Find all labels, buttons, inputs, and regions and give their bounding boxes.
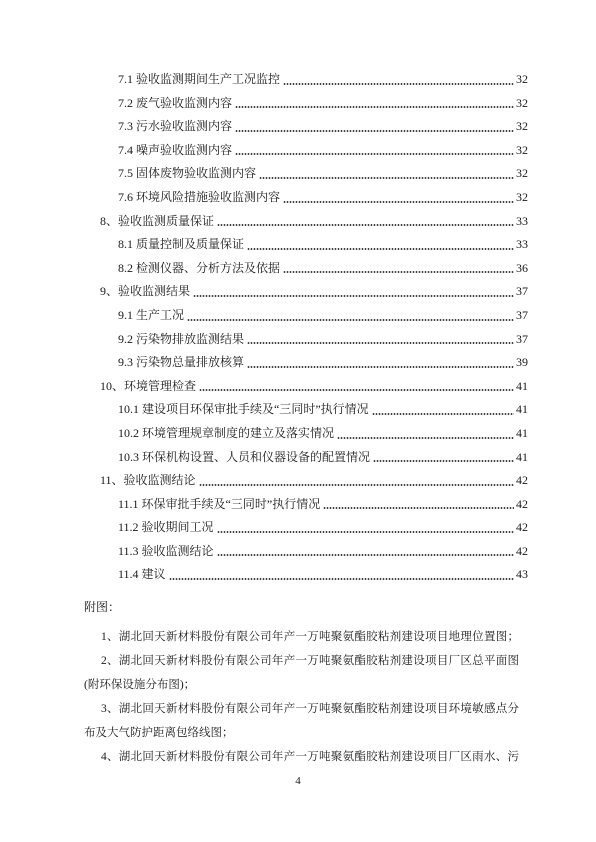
dot-leader <box>199 484 514 486</box>
toc-entry-title: 11.3 验收监测结论 <box>118 543 214 558</box>
toc-entry-title: 10、环境管理检查 <box>100 378 197 393</box>
figure-item-line: 布及大气防护距离包络线图； <box>84 727 234 739</box>
toc-entry-title: 10.1 建设项目环保审批手续及“三同时”执行情况 <box>118 402 369 417</box>
toc-page-number: 37 <box>516 331 528 346</box>
toc-page-number: 32 <box>516 119 528 134</box>
toc-subsection-entry <box>100 516 528 540</box>
toc-page-number: 43 <box>516 567 528 582</box>
dot-leader <box>193 295 514 297</box>
toc-subsection-entry <box>100 115 528 139</box>
toc-page-number: 33 <box>516 237 528 252</box>
toc-entry-title: 10.3 环保机构设置、人员和仪器设备的配置情况 <box>118 449 371 464</box>
figure-item <box>84 745 519 769</box>
toc-subsection-entry <box>100 446 528 470</box>
toc-entry-title: 8、验收监测质量保证 <box>100 213 215 228</box>
toc-page-number: 37 <box>516 307 528 322</box>
toc-page-number: 42 <box>516 543 528 558</box>
toc-subsection-entry <box>100 328 528 352</box>
dot-leader <box>217 224 514 226</box>
figure-item-line: 4、湖北回天新材料股份有限公司年产一万吨聚氨酯胶粘剂建设项目厂区雨水、污 <box>101 751 519 763</box>
dot-leader <box>247 366 514 368</box>
toc-entry-title: 7.3 污水验收监测内容 <box>118 119 233 134</box>
dot-leader <box>372 413 514 415</box>
toc-subsection-entry <box>100 139 528 163</box>
toc-page-number: 41 <box>516 402 528 417</box>
dot-leader <box>169 578 514 580</box>
toc-page-number: 32 <box>516 166 528 181</box>
toc-entry-title: 10.2 环境管理规章制度的建立及落实情况 <box>118 425 335 440</box>
figures-list <box>84 625 519 769</box>
toc-entry-title: 11、验收监测结论 <box>100 473 196 488</box>
toc-page-number: 42 <box>516 520 528 535</box>
toc-entry-title: 11.4 建议 <box>118 567 166 582</box>
toc-subsection-entry <box>100 422 528 446</box>
toc-subsection-entry <box>100 162 528 186</box>
toc-page-number: 33 <box>516 213 528 228</box>
toc-entry-title: 8.1 质量控制及质量保证 <box>118 237 245 252</box>
dot-leader <box>235 130 514 132</box>
dot-leader <box>217 554 514 556</box>
toc-subsection-entry <box>100 351 528 375</box>
toc-subsection-entry <box>100 304 528 328</box>
toc-page-number: 37 <box>516 284 528 299</box>
toc-entry-title: 9.2 污染物排放监测结果 <box>118 331 245 346</box>
toc-page-number: 36 <box>516 260 528 275</box>
dot-leader <box>199 389 514 391</box>
toc-page-number: 41 <box>516 378 528 393</box>
dot-leader <box>247 342 514 344</box>
toc-page-number: 39 <box>516 355 528 370</box>
toc-subsection-entry <box>100 398 528 422</box>
toc-section-entry <box>100 210 528 234</box>
toc-entry-title: 11.1 环保审批手续及“三同时”执行情况 <box>118 496 321 511</box>
toc-page-number: 32 <box>516 72 528 86</box>
toc-page-number: 32 <box>516 189 528 204</box>
dot-leader <box>323 507 514 509</box>
figure-item-line: 2、湖北回天新材料股份有限公司年产一万吨聚氨酯胶粘剂建设项目厂区总平面图 <box>101 655 519 667</box>
figure-item-line: 3、湖北回天新材料股份有限公司年产一万吨聚氨酯胶粘剂建设项目环境敏感点分 <box>101 703 519 715</box>
dot-leader <box>373 460 514 462</box>
toc-entry-title: 7.5 固体废物验收监测内容 <box>118 166 257 181</box>
dot-leader <box>235 106 514 108</box>
toc-entry-title: 7.6 环境风险措施验收监测内容 <box>118 189 281 204</box>
figure-item <box>84 625 519 649</box>
toc-entry-title: 7.2 废气验收监测内容 <box>118 95 233 110</box>
dot-leader <box>259 177 514 179</box>
toc-entry-title: 11.2 验收期间工况 <box>118 520 214 535</box>
toc-subsection-entry <box>100 92 528 116</box>
figures-heading: 附图： <box>84 600 121 614</box>
dot-leader <box>283 271 514 273</box>
dot-leader <box>247 248 514 250</box>
figure-item-line: 1、湖北回天新材料股份有限公司年产一万吨聚氨酯胶粘剂建设项目地理位置图； <box>101 631 519 643</box>
toc-section-entry <box>100 280 528 304</box>
figure-item <box>84 649 519 697</box>
dot-leader <box>283 83 514 85</box>
toc-page-number: 32 <box>516 95 528 110</box>
toc-page-number: 41 <box>516 449 528 464</box>
toc-subsection-entry <box>100 563 528 587</box>
toc-entry-title: 7.4 噪声验收监测内容 <box>118 142 233 157</box>
dot-leader <box>235 153 514 155</box>
toc-subsection-entry <box>100 493 528 517</box>
toc-page-number: 32 <box>516 142 528 157</box>
dot-leader <box>337 437 514 439</box>
toc-section-entry <box>100 469 528 493</box>
table-of-contents <box>100 68 528 587</box>
toc-entry-title: 7.1 验收监测期间生产工况监控 <box>118 72 281 86</box>
figures-section <box>84 595 519 769</box>
dot-leader <box>283 201 514 203</box>
toc-subsection-entry <box>100 233 528 257</box>
page-number: 4 <box>295 775 301 787</box>
toc-page-number: 41 <box>516 425 528 440</box>
dot-leader <box>217 531 514 533</box>
toc-section-entry <box>100 375 528 399</box>
toc-entry-title: 9.1 生产工况 <box>118 307 185 322</box>
toc-subsection-entry <box>100 257 528 281</box>
toc-page-number: 42 <box>516 473 528 488</box>
toc-subsection-entry <box>100 68 528 92</box>
figure-item-line: (附环保设施分布图)； <box>84 679 196 691</box>
toc-entry-title: 9、验收监测结果 <box>100 284 191 299</box>
toc-subsection-entry <box>100 540 528 564</box>
toc-entry-title: 9.3 污染物总量排放核算 <box>118 355 245 370</box>
figure-item <box>84 697 519 745</box>
toc-entry-title: 8.2 检测仪器、分析方法及依据 <box>118 260 281 275</box>
dot-leader <box>187 319 514 321</box>
toc-page-number: 42 <box>516 496 528 511</box>
toc-subsection-entry <box>100 186 528 210</box>
